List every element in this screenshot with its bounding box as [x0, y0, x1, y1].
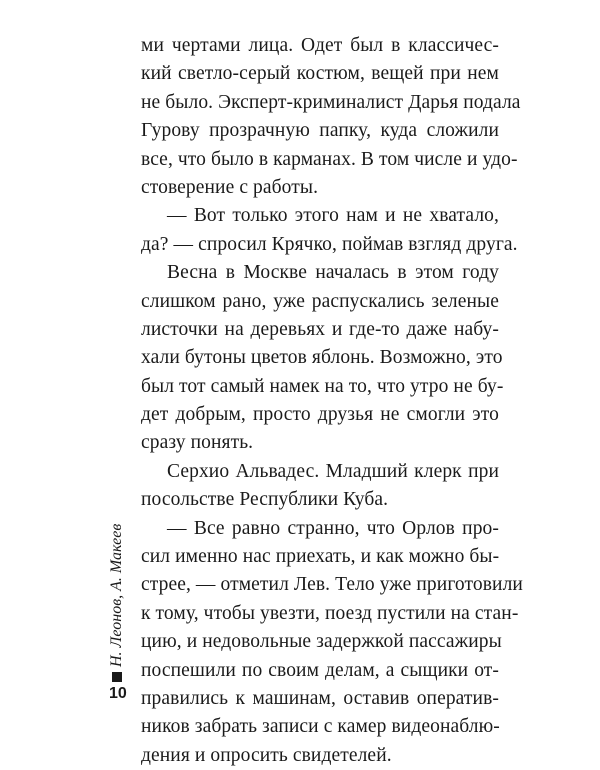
text-line: был тот самый намек на то, что утро не бу-: [141, 375, 504, 397]
text-line: стоверение с работы.: [141, 176, 319, 198]
text-line: кий светло-серый костюм, вещей при нем: [141, 63, 499, 85]
text-line: дения и опросить свидетелей.: [141, 744, 392, 766]
text-line: стрее, — отметил Лев. Тело уже приготовили: [141, 574, 523, 596]
text-line: поспешили по своим делам, а сыщики от-: [141, 659, 499, 681]
text-line: сил именно нас приехать, и как можно бы-: [141, 546, 500, 568]
body-text: [141, 32, 523, 770]
text-line: все, что было в карманах. В том числе и удо-: [141, 148, 518, 170]
text-line: — Все равно странно, что Орлов про-: [167, 517, 499, 539]
text-line: дет добрым, просто друзья не смогли это: [141, 404, 499, 426]
text-line: листочки на деревьях и где-то даже набу-: [141, 318, 499, 340]
text-line: к тому, чтобы увезти, поезд пустили на стан-: [141, 602, 519, 624]
text-line: правились к машинам, оставив оператив-: [141, 687, 499, 709]
text-line: цию, и недовольные задержкой пассажиры: [141, 631, 502, 653]
text-line: да? — спросил Крячко, поймав взгляд друга.: [141, 233, 518, 255]
text-line: слишком рано, уже распускались зеленые: [141, 290, 499, 312]
text-line: — Вот только этого нам и не хватало,: [167, 205, 499, 227]
text-line: не было. Эксперт-криминалист Дарья подала: [141, 91, 521, 113]
running-author-label: Н. Леонов, А. Макеев: [108, 523, 125, 667]
text-line: ников забрать записи с камер видеонаблю-: [141, 716, 500, 738]
text-line: Весна в Москве началась в этом году: [167, 262, 499, 284]
text-line: хали бутоны цветов яблонь. Возможно, это: [141, 347, 503, 369]
text-line: сразу понять.: [141, 432, 254, 454]
text-line: Гурову прозрачную папку, куда сложили: [141, 120, 499, 142]
text-line: посольстве Республики Куба.: [141, 489, 389, 511]
page-number: 10: [109, 685, 127, 702]
text-line: ми чертами лица. Одет был в классичес-: [141, 35, 499, 56]
square-marker-icon: [112, 672, 122, 682]
text-line: Серхио Альвадес. Младший клерк при: [167, 460, 499, 482]
